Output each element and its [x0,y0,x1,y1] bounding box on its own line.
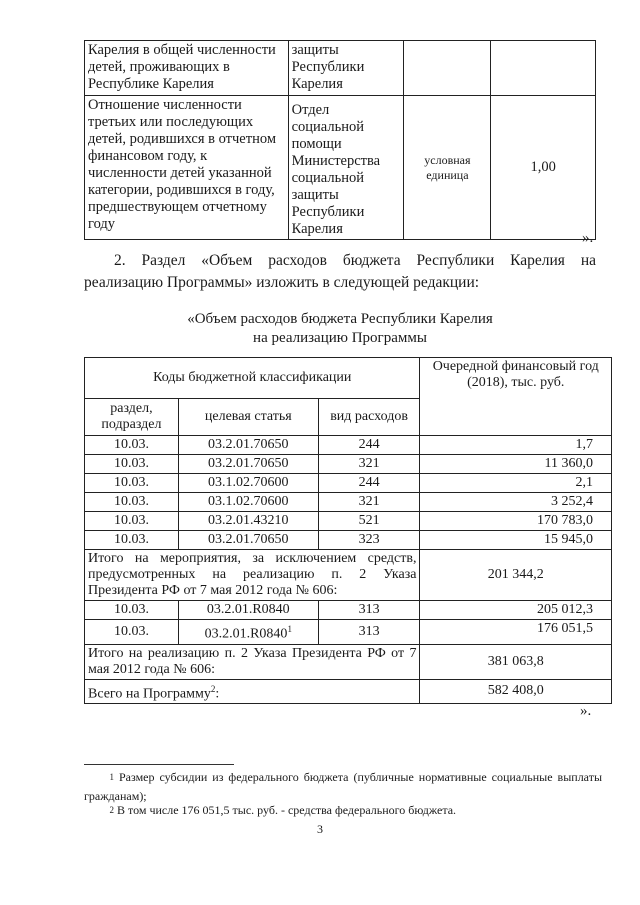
budget-table [84,357,612,704]
target-value: 03.2.01.70650 [208,437,289,452]
type-value: 244 [358,475,380,490]
next-year-header: Очередной финансовый год (2018), тыс. руб. [420,358,612,436]
section-value: 10.03. [113,513,149,528]
responsible-cell: Отдел социальной помощи Министерства социальной защиты Республики Карелия [288,96,404,240]
paragraph-2 [84,250,596,294]
amount-cell [420,455,612,474]
subtotal-amount: 381 063,8 [420,644,612,679]
section-cell [85,531,179,550]
total-label: Всего на Программу [88,686,211,702]
indicators-table [84,40,596,240]
amount-cell [420,601,612,620]
type-cell [318,531,420,550]
table-row [85,41,596,96]
table-header-row [85,358,612,399]
target-value: 03.1.02.70600 [208,475,289,490]
footnote-2 [84,803,602,822]
subtotal-label: Итого на мероприятия, за исключением средств, предусмотренных на реализацию п. 2 Указа Президента РФ от 7 мая 2012 года № 606: [85,550,420,601]
amount-value: 170 783,0 [537,513,593,528]
section-header: раздел, подраздел [85,399,179,436]
budget-row [85,620,612,645]
type-value: 321 [358,494,380,509]
target-cell [178,601,318,620]
responsible-cell: защиты Республики Карелия [288,41,404,96]
target-cell [178,620,318,645]
subtotal-row [85,644,612,679]
value-cell [491,41,596,96]
section-value: 10.03. [113,475,149,490]
total-colon: : [215,686,220,702]
budget-row [85,455,612,474]
section-value: 10.03. [113,623,149,639]
title-line: на реализацию Программы [253,330,427,346]
section-cell [85,493,179,512]
total-amount: 582 408,0 [420,679,612,704]
type-cell [318,512,420,531]
section-cell [85,512,179,531]
section-cell [85,601,179,620]
budget-section-title [84,310,596,348]
amount-value: 205 012,3 [537,602,593,617]
amount-cell [420,436,612,455]
target-cell [178,512,318,531]
type-value: 321 [358,456,380,471]
budget-row [85,474,612,493]
type-cell [318,474,420,493]
amount-value: 1,7 [575,437,593,452]
amount-cell [420,620,612,645]
paragraph-line: реализацию Программы» изложить в следующей редакции: [84,274,480,291]
section-value: 10.03. [113,602,149,617]
section-value: 10.03. [113,437,149,452]
target-value: 03.1.02.70600 [208,494,289,509]
subtotal-row [85,550,612,601]
total-label-cell [85,679,420,704]
footnote-divider [84,764,234,765]
type-cell [318,620,420,645]
amount-cell [420,531,612,550]
title-line: «Объем расходов бюджета Республики Карелия [187,311,493,327]
paragraph-line: 2. Раздел «Объем расходов бюджета Республики Карелия на [114,252,596,269]
section-cell [85,474,179,493]
amount-value: 11 360,0 [544,456,593,471]
type-value: 244 [358,437,380,452]
footnote-ref: 2 [210,683,216,694]
table-row [85,96,596,240]
type-cell [318,436,420,455]
total-row [85,679,612,704]
target-cell [178,474,318,493]
indicator-cell: Отношение численности третьих или последующих детей, родившихся в отчетном финансовом году, к численности детей указанной категории, родившихся в году, предшествующем отчетному году [85,96,289,240]
page-number: 3 [317,822,323,836]
section-cell [85,455,179,474]
closing-quote: ». [580,703,592,719]
amount-value: 2,1 [575,475,593,490]
footnote-1 [84,770,602,804]
type-cell [318,493,420,512]
type-cell [318,601,420,620]
codes-header: Коды бюджетной классификации [85,358,420,399]
unit-cell [404,41,491,96]
target-value: 03.2.01.R0840 [204,626,288,642]
target-value: 03.2.01.43210 [208,513,289,528]
amount-cell [420,493,612,512]
footnote-mark: 1 [109,772,114,782]
subtotal-amount: 201 344,2 [420,550,612,601]
section-value: 10.03. [113,532,149,547]
target-value: 03.2.01.70650 [208,532,289,547]
section-value: 10.03. [113,494,149,509]
footnote-ref: 1 [287,624,292,634]
target-cell [178,493,318,512]
target-cell [178,436,318,455]
type-cell [318,455,420,474]
type-value: 521 [358,513,380,528]
unit-cell: условная единица [404,96,491,240]
amount-cell [420,474,612,493]
footnote-text: В том числе 176 051,5 тыс. руб. - средства федерального бюджета. [117,803,457,817]
target-cell [178,455,318,474]
target-value: 03.2.01.70650 [208,456,289,471]
target-value: 03.2.01.R0840 [206,602,290,617]
amount-value: 15 945,0 [544,532,593,547]
value-cell: 1,00 [491,96,596,240]
amount-cell [420,512,612,531]
budget-row [85,601,612,620]
type-header: вид расходов [318,399,420,436]
section-cell [85,620,179,645]
footnote-mark: 2 [109,805,114,815]
budget-row [85,436,612,455]
type-value: 323 [358,532,380,547]
target-cell [178,531,318,550]
target-header: целевая статья [178,399,318,436]
footnote-text: Размер субсидии из федерального бюджета (публичные нормативные социальные выплаты гражданам); [84,770,603,803]
amount-value: 3 252,4 [551,494,593,509]
budget-row [85,531,612,550]
subtotal-label: Итого на реализацию п. 2 Указа Президента РФ от 7 мая 2012 года № 606: [85,644,420,679]
indicator-cell: Карелия в общей численности детей, проживающих в Республике Карелия [85,41,289,96]
section-value: 10.03. [113,456,149,471]
amount-value: 176 051,5 [537,621,593,636]
type-value: 313 [358,602,380,617]
budget-row [85,493,612,512]
budget-row [85,512,612,531]
type-value: 313 [358,623,380,639]
closing-quote: ». [582,230,594,246]
section-cell [85,436,179,455]
